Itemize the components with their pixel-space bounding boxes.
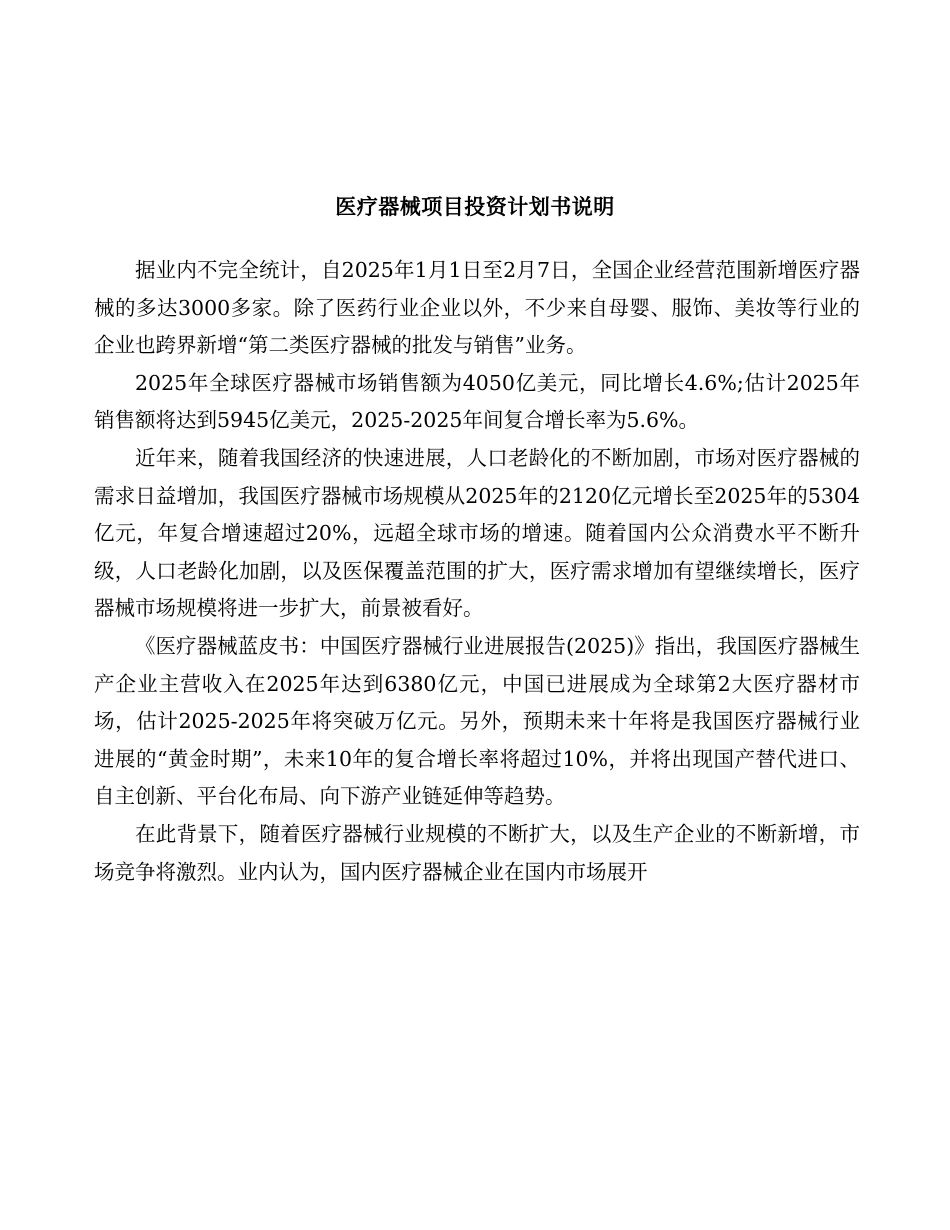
paragraph-3: 近年来，随着我国经济的快速进展，人口老龄化的不断加剧，市场对医疗器械的需求日益增加，我国医疗器械市场规模从2025年的2120亿元增长至2025年的5304亿元，年复合增速超过20%，远超全球市场的增速。随着国内公众消费水平不断升级，人口老龄化加剧，以及医保覆盖范围的扩大，医疗需求增加有望继续增长，医疗器械市场规模将进一步扩大，前景被看好。 <box>94 445 860 621</box>
document-title: 医疗器械项目投资计划书说明 <box>335 195 615 220</box>
paragraph-1: 据业内不完全统计，自2025年1月1日至2月7日，全国企业经营范围新增医疗器械的多达3000多家。除了医药行业企业以外，不少来自母婴、服饰、美妆等行业的企业也跨界新增“第二类医疗器械的批发与销售”业务。 <box>94 258 860 358</box>
document-body <box>94 252 860 891</box>
paragraph-4: 《医疗器械蓝皮书：中国医疗器械行业进展报告(2025)》指出，我国医疗器械生产企业主营收入在2025年达到6380亿元，中国已进展成为全球第2大医疗器材市场，估计2025-2025年将突破万亿元。另外，预期未来十年将是我国医疗器械行业进展的“黄金时期”，未来10年的复合增长率将超过10%，并将出现国产替代进口、自主创新、平台化布局、向下游产业链延伸等趋势。 <box>94 633 860 809</box>
paragraph-2: 2025年全球医疗器械市场销售额为4050亿美元，同比增长4.6%;估计2025年销售额将达到5945亿美元，2025-2025年间复合增长率为5.6%。 <box>94 370 860 433</box>
paragraph-5: 在此背景下，随着医疗器械行业规模的不断扩大，以及生产企业的不断新增，市场竞争将激烈。业内认为，国内医疗器械企业在国内市场展开 <box>94 821 860 884</box>
